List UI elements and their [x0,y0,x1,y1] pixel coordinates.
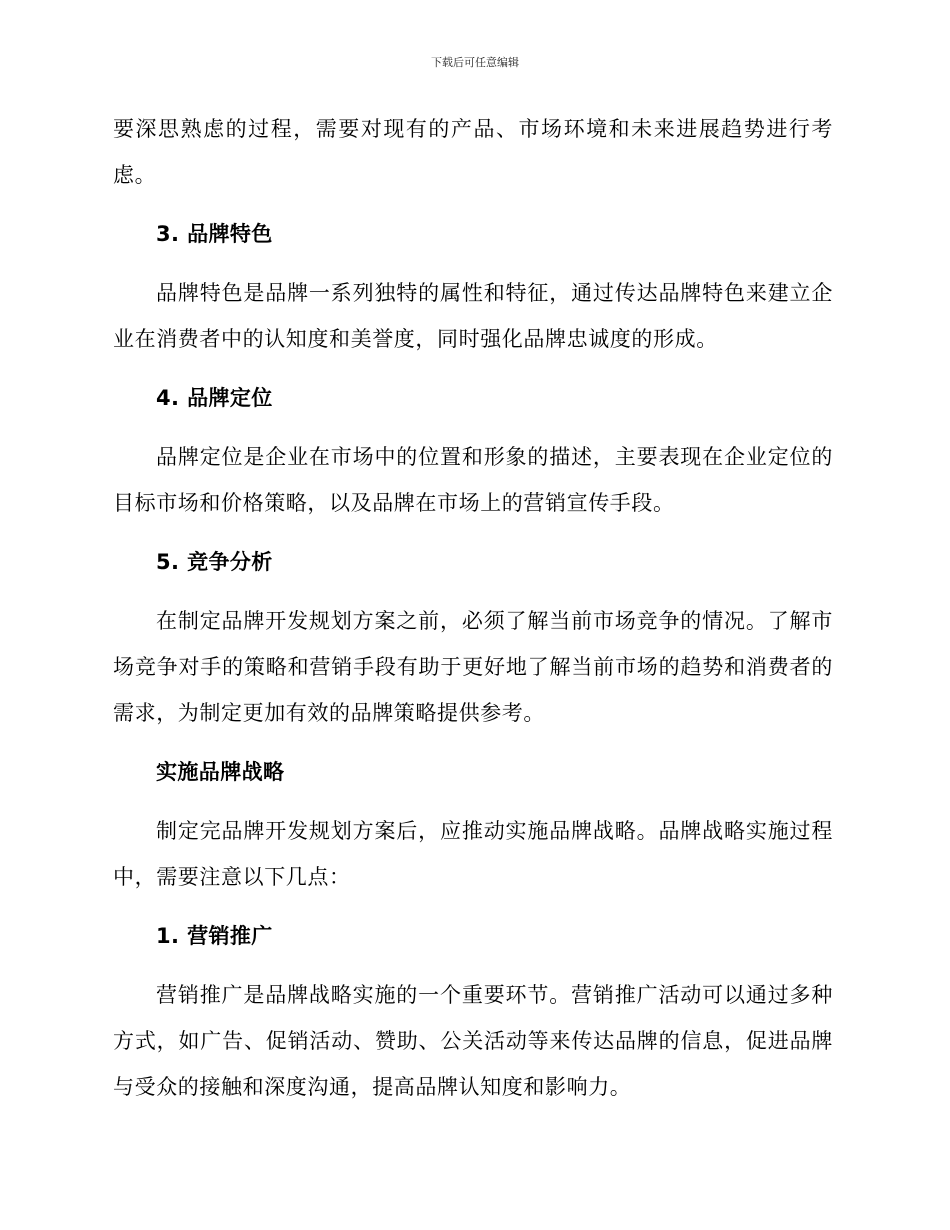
section-heading-brand-positioning: 4. 品牌定位 [156,386,273,410]
paragraph-continuation: 要深思熟虑的过程，需要对现有的产品、市场环境和未来进展趋势进行考虑。 [113,117,833,187]
section-heading-competition-analysis: 5. 竞争分析 [156,550,273,574]
paragraph-brand-features: 品牌特色是品牌一系列独特的属性和特征，通过传达品牌特色来建立企业在消费者中的认知度和美誉度，同时强化品牌忠诚度的形成。 [113,281,833,351]
section-heading-brand-features: 3. 品牌特色 [156,222,273,246]
paragraph-implement-strategy: 制定完品牌开发规划方案后，应推动实施品牌战略。品牌战略实施过程中，需要注意以下几点： [113,819,833,889]
section-heading-implement-strategy: 实施品牌战略 [156,760,285,784]
paragraph-marketing-promotion: 营销推广是品牌战略实施的一个重要环节。营销推广活动可以通过多种方式，如广告、促销活动、赞助、公关活动等来传达品牌的信息，促进品牌与受众的接触和深度沟通，提高品牌认知度和影响力。 [113,983,833,1099]
paragraph-competition-analysis: 在制定品牌开发规划方案之前，必须了解当前市场竞争的情况。了解市场竞争对手的策略和营销手段有助于更好地了解当前市场的趋势和消费者的需求，为制定更加有效的品牌策略提供参考。 [113,609,833,725]
page-header: 下载后可任意编辑 [431,56,519,69]
document-body [113,106,833,1123]
section-heading-marketing-promotion: 1. 营销推广 [156,924,273,948]
paragraph-brand-positioning: 品牌定位是企业在市场中的位置和形象的描述，主要表现在企业定位的目标市场和价格策略，以及品牌在市场上的营销宣传手段。 [113,445,833,515]
